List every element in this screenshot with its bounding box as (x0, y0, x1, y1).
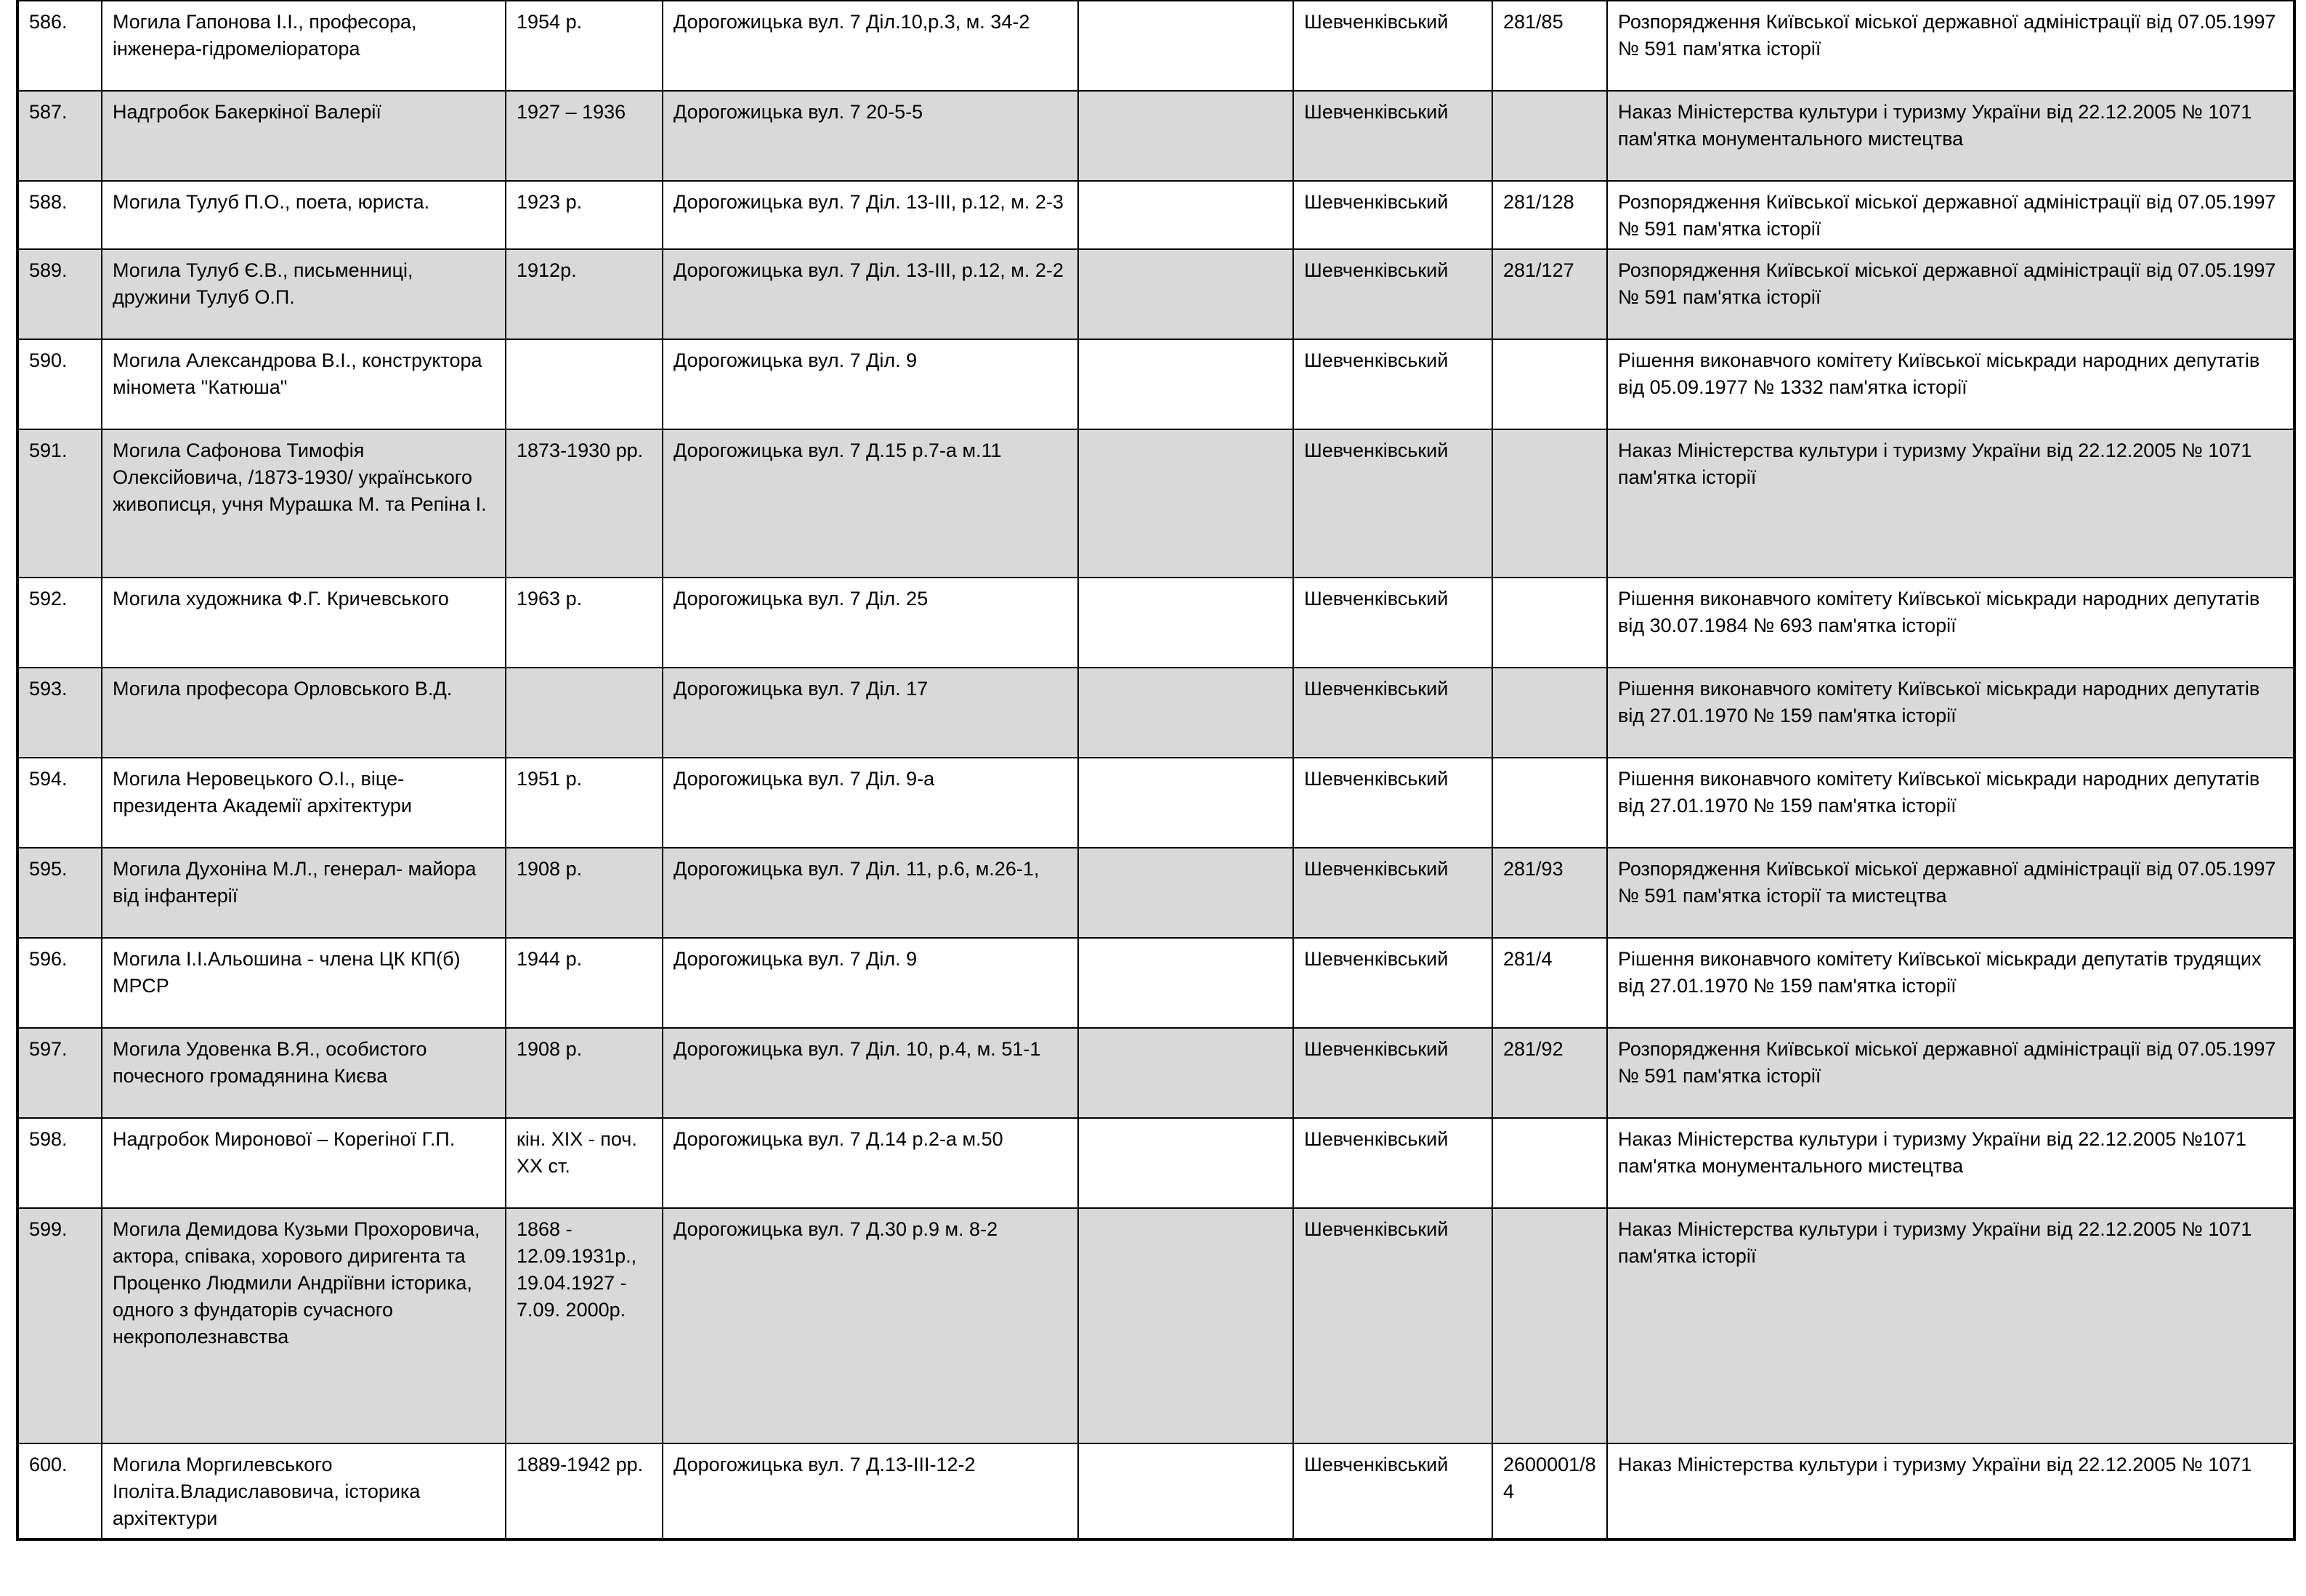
table-row (17, 938, 2294, 1028)
table-row (17, 1, 2294, 91)
monument-name: Надгробок Миронової – Корегіної Г.П. (102, 1118, 506, 1208)
registry-code: 281/4 (1492, 938, 1607, 1028)
district: Шевченківський (1293, 848, 1492, 938)
monument-date: 1873-1930 рр. (506, 429, 663, 578)
monument-name: Могила Гапонова І.І., професора, інженера-гідромеліоратора (102, 1, 506, 91)
table-row (17, 578, 2294, 668)
row-number: 594. (17, 758, 102, 848)
table-row (17, 1443, 2294, 1539)
registry-code (1492, 578, 1607, 668)
registry-code (1492, 668, 1607, 758)
monument-address: Дорогожицька вул. 7 Діл. 10, р.4, м. 51-1 (663, 1028, 1078, 1118)
monument-address: Дорогожицька вул. 7 Діл. 11, р.6, м.26-1, (663, 848, 1078, 938)
registry-code (1492, 758, 1607, 848)
monument-address: Дорогожицька вул. 7 Діл. 9 (663, 938, 1078, 1028)
legal-document: Розпорядження Київської міської державної адміністрації від 07.05.1997 № 591 пам'ятка історії (1607, 1, 2294, 91)
monument-name: Могила Тулуб Є.В., письменниці, дружини Тулуб О.П. (102, 249, 506, 339)
legal-document: Розпорядження Київської міської державної адміністрації від 07.05.1997 № 591 пам'ятка історії (1607, 1028, 2294, 1118)
legal-document: Розпорядження Київської міської державної адміністрації від 07.05.1997 № 591 пам'ятка історії (1607, 249, 2294, 339)
row-number: 600. (17, 1443, 102, 1539)
monument-date (506, 668, 663, 758)
table-row (17, 91, 2294, 181)
legal-document: Рішення виконавчого комітету Київської міськради депутатів трудящих від 27.01.1970 № 159 пам'ятка історії (1607, 938, 2294, 1028)
legal-document: Рішення виконавчого комітету Київської міськради народних депутатів від 30.07.1984 № 693 пам'ятка історії (1607, 578, 2294, 668)
registry-code (1492, 1118, 1607, 1208)
empty-cell (1078, 181, 1293, 249)
monument-address: Дорогожицька вул. 7 Діл.10,р.3, м. 34-2 (663, 1, 1078, 91)
monument-name: Могила художника Ф.Г. Кричевського (102, 578, 506, 668)
empty-cell (1078, 1028, 1293, 1118)
district: Шевченківський (1293, 758, 1492, 848)
monument-address: Дорогожицька вул. 7 Діл. 25 (663, 578, 1078, 668)
district: Шевченківський (1293, 249, 1492, 339)
document-sheet (16, 0, 2293, 1541)
monument-name: Могила професора Орловського В.Д. (102, 668, 506, 758)
legal-document: Розпорядження Київської міської державної адміністрації від 07.05.1997 № 591 пам'ятка історії (1607, 181, 2294, 249)
table-row (17, 339, 2294, 429)
row-number: 596. (17, 938, 102, 1028)
monument-date: 1908 р. (506, 848, 663, 938)
registry-code (1492, 339, 1607, 429)
monument-date: кін. XIX - поч. XX ст. (506, 1118, 663, 1208)
legal-document: Наказ Міністерства культури і туризму України від 22.12.2005 № 1071 (1607, 1443, 2294, 1539)
district: Шевченківський (1293, 578, 1492, 668)
registry-code (1492, 91, 1607, 181)
empty-cell (1078, 938, 1293, 1028)
row-number: 599. (17, 1208, 102, 1443)
monument-address: Дорогожицька вул. 7 Д.13-ІІІ-12-2 (663, 1443, 1078, 1539)
monument-name: Могила Моргилевського Іполіта.Владиславовича, історика архітектури (102, 1443, 506, 1539)
monument-address: Дорогожицька вул. 7 Діл. 9-а (663, 758, 1078, 848)
table-row (17, 1208, 2294, 1443)
district: Шевченківський (1293, 429, 1492, 578)
monument-date: 1944 р. (506, 938, 663, 1028)
table-row (17, 429, 2294, 578)
row-number: 587. (17, 91, 102, 181)
table-row (17, 1118, 2294, 1208)
registry-code: 281/93 (1492, 848, 1607, 938)
empty-cell (1078, 668, 1293, 758)
monument-date: 1923 р. (506, 181, 663, 249)
row-number: 595. (17, 848, 102, 938)
registry-code: 281/92 (1492, 1028, 1607, 1118)
district: Шевченківський (1293, 1, 1492, 91)
legal-document: Рішення виконавчого комітету Київської міськради народних депутатів від 27.01.1970 № 159 пам'ятка історії (1607, 758, 2294, 848)
row-number: 592. (17, 578, 102, 668)
table-row (17, 758, 2294, 848)
registry-code (1492, 429, 1607, 578)
monument-address: Дорогожицька вул. 7 Діл. 17 (663, 668, 1078, 758)
district: Шевченківський (1293, 938, 1492, 1028)
monuments-registry-table (16, 0, 2296, 1541)
monument-name: Могила Сафонова Тимофія Олексійовича, /1873-1930/ українського живописця, учня Мурашка М. та Репіна І. (102, 429, 506, 578)
monument-date: 1908 р. (506, 1028, 663, 1118)
monument-date: 1912р. (506, 249, 663, 339)
row-number: 586. (17, 1, 102, 91)
monument-name: Могила Духоніна М.Л., генерал- майора від інфантерії (102, 848, 506, 938)
monument-name: Могила Александрова В.І., конструктора міномета "Катюша" (102, 339, 506, 429)
empty-cell (1078, 91, 1293, 181)
monument-name: Могила І.І.Альошина - члена ЦК КП(б) МРСР (102, 938, 506, 1028)
row-number: 590. (17, 339, 102, 429)
monument-address: Дорогожицька вул. 7 Діл. 13-ІІІ, р.12, м. 2-2 (663, 249, 1078, 339)
monument-name: Могила Удовенка В.Я., особистого почесного громадянина Києва (102, 1028, 506, 1118)
row-number: 598. (17, 1118, 102, 1208)
district: Шевченківський (1293, 339, 1492, 429)
monument-name: Могила Демидова Кузьми Прохоровича, актора, співака, хорового диригента та Проценко Людмили Андріївни історика, одного з фундаторів сучасного некрополезнавства (102, 1208, 506, 1443)
empty-cell (1078, 1, 1293, 91)
registry-code: 2600001/84 (1492, 1443, 1607, 1539)
empty-cell (1078, 848, 1293, 938)
table-row (17, 668, 2294, 758)
registry-code: 281/85 (1492, 1, 1607, 91)
monument-date: 1954 р. (506, 1, 663, 91)
district: Шевченківський (1293, 181, 1492, 249)
monument-address: Дорогожицька вул. 7 Д.15 р.7-а м.11 (663, 429, 1078, 578)
empty-cell (1078, 1118, 1293, 1208)
row-number: 597. (17, 1028, 102, 1118)
monument-address: Дорогожицька вул. 7 Діл. 13-ІІІ, р.12, м. 2-3 (663, 181, 1078, 249)
empty-cell (1078, 249, 1293, 339)
registry-code: 281/127 (1492, 249, 1607, 339)
row-number: 589. (17, 249, 102, 339)
monument-date (506, 339, 663, 429)
empty-cell (1078, 578, 1293, 668)
district: Шевченківський (1293, 1028, 1492, 1118)
table-row (17, 848, 2294, 938)
legal-document: Рішення виконавчого комітету Київської міськради народних депутатів від 05.09.1977 № 1332 пам'ятка історії (1607, 339, 2294, 429)
registry-code: 281/128 (1492, 181, 1607, 249)
empty-cell (1078, 1208, 1293, 1443)
monument-date: 1963 р. (506, 578, 663, 668)
monument-date: 1927 – 1936 (506, 91, 663, 181)
district: Шевченківський (1293, 1208, 1492, 1443)
row-number: 588. (17, 181, 102, 249)
row-number: 593. (17, 668, 102, 758)
row-number: 591. (17, 429, 102, 578)
empty-cell (1078, 758, 1293, 848)
legal-document: Наказ Міністерства культури і туризму України від 22.12.2005 № 1071 пам'ятка монументального мистецтва (1607, 91, 2294, 181)
district: Шевченківський (1293, 91, 1492, 181)
legal-document: Наказ Міністерства культури і туризму України від 22.12.2005 №1071 пам'ятка монументального мистецтва (1607, 1118, 2294, 1208)
monument-address: Дорогожицька вул. 7 20-5-5 (663, 91, 1078, 181)
district: Шевченківський (1293, 1443, 1492, 1539)
legal-document: Рішення виконавчого комітету Київської міськради народних депутатів від 27.01.1970 № 159 пам'ятка історії (1607, 668, 2294, 758)
monument-address: Дорогожицька вул. 7 Д.30 р.9 м. 8-2 (663, 1208, 1078, 1443)
empty-cell (1078, 429, 1293, 578)
table-row (17, 181, 2294, 249)
monument-address: Дорогожицька вул. 7 Діл. 9 (663, 339, 1078, 429)
registry-code (1492, 1208, 1607, 1443)
monument-date: 1868 - 12.09.1931р., 19.04.1927 - 7.09. 2000р. (506, 1208, 663, 1443)
district: Шевченківський (1293, 668, 1492, 758)
monument-name: Могила Тулуб П.О., поета, юриста. (102, 181, 506, 249)
legal-document: Наказ Міністерства культури і туризму України від 22.12.2005 № 1071 пам'ятка історії (1607, 429, 2294, 578)
empty-cell (1078, 339, 1293, 429)
district: Шевченківський (1293, 1118, 1492, 1208)
monument-name: Надгробок Бакеркіної Валерії (102, 91, 506, 181)
monument-address: Дорогожицька вул. 7 Д.14 р.2-а м.50 (663, 1118, 1078, 1208)
empty-cell (1078, 1443, 1293, 1539)
table-row (17, 249, 2294, 339)
monument-name: Могила Неровецького О.І., віце-президента Академії архітектури (102, 758, 506, 848)
monument-date: 1889-1942 рр. (506, 1443, 663, 1539)
legal-document: Наказ Міністерства культури і туризму України від 22.12.2005 № 1071 пам'ятка історії (1607, 1208, 2294, 1443)
monument-date: 1951 р. (506, 758, 663, 848)
table-row (17, 1028, 2294, 1118)
legal-document: Розпорядження Київської міської державної адміністрації від 07.05.1997 № 591 пам'ятка історії та мистецтва (1607, 848, 2294, 938)
